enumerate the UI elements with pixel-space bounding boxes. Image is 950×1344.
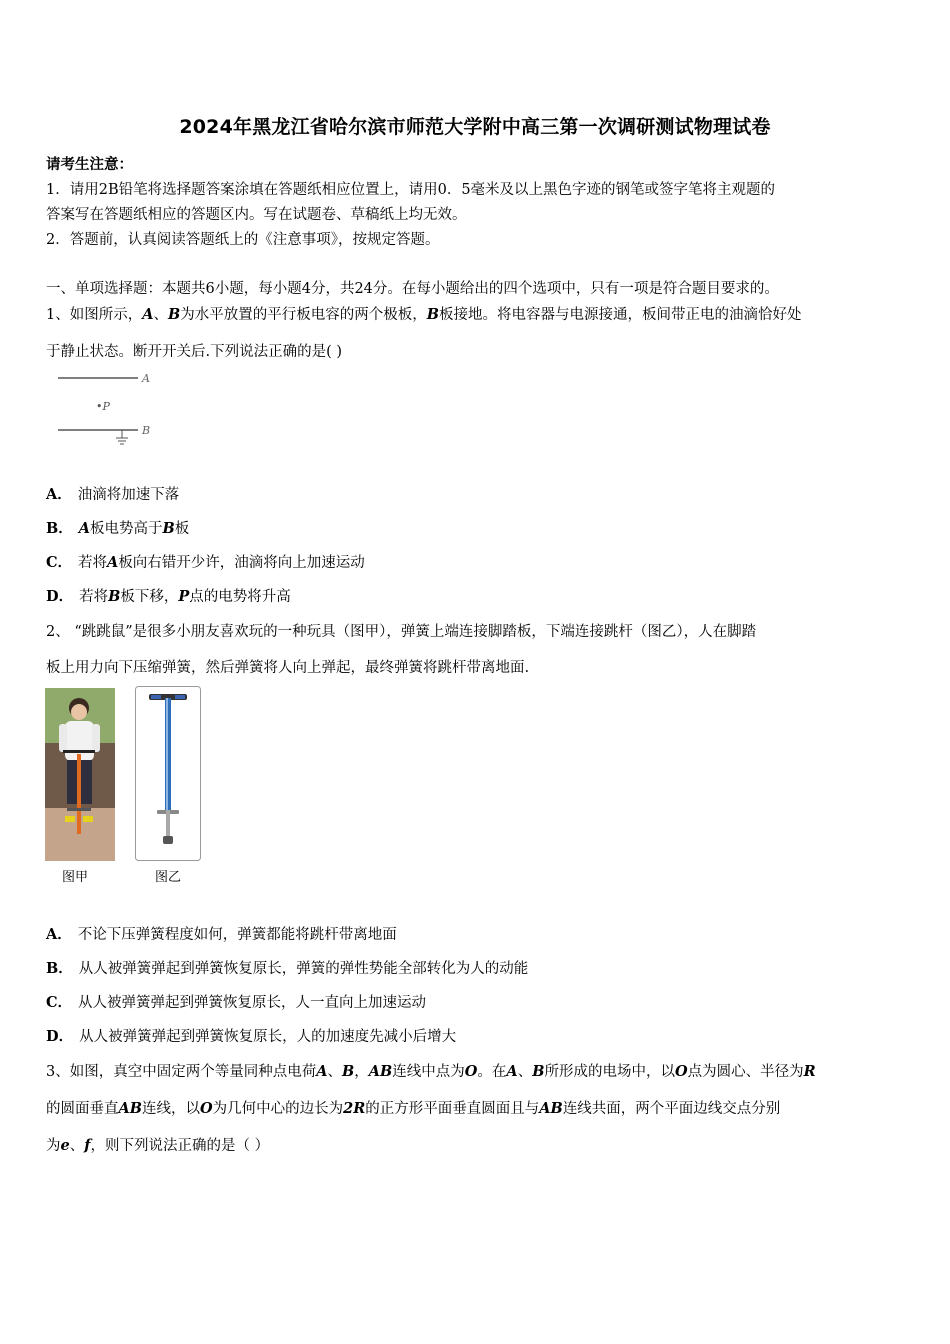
notice-item-1-line-1: 1．请用2B铅笔将选择题答案涂填在答题纸相应位置上，请用0．5毫米及以上黑色字迹的钢笔或签字笔将主观题的 xyxy=(46,182,776,198)
figure-caption-yi: 图乙 xyxy=(155,870,182,885)
pogo-stick-photo xyxy=(135,686,201,861)
pogo-child-photo xyxy=(45,688,115,861)
q2-option-a[interactable]: A． 不论下压弹簧程度如何，弹簧都能将跳杆带离地面 xyxy=(46,926,397,943)
q2-option-b[interactable]: B． 从人被弹簧弹起到弹簧恢复原长，弹簧的弹性势能全部转化为人的动能 xyxy=(46,960,529,977)
q2-option-c[interactable]: C． 从人被弹簧弹起到弹簧恢复原长，人一直向上加速运动 xyxy=(46,994,427,1011)
q1-option-a[interactable]: A． 油滴将加速下落 xyxy=(46,486,180,503)
q2-stem-line-2: 板上用力向下压缩弹簧，然后弹簧将人向上弹起，最终弹簧将跳杆带离地面. xyxy=(46,660,530,676)
figure-caption-jia: 图甲 xyxy=(62,870,89,885)
capacitor-figure xyxy=(52,368,162,448)
q1-option-c[interactable]: C． 若将A板向右错开少许，油滴将向上加速运动 xyxy=(46,554,365,571)
section-1-heading: 一、单项选择题：本题共6小题，每小题4分，共24分。在每小题给出的四个选项中，只有一项是符合题目要求的。 xyxy=(46,281,779,297)
q1-stem-line-1: 1、如图所示，A、B为水平放置的平行板电容的两个极板，B板接地。将电容器与电源接通，板间带正电的油滴恰好处 xyxy=(46,306,802,323)
q3-stem-line-2: 的圆面垂直AB连线，以O为几何中心的边长为2R的正方形平面垂直圆面且与AB连线共面，两个平面边线交点分别 xyxy=(46,1100,781,1117)
q2-option-d[interactable]: D． 从人被弹簧弹起到弹簧恢复原长，人的加速度先减小后增大 xyxy=(46,1028,457,1045)
plate-b-label: B xyxy=(142,424,151,437)
q1-stem-line-2: 于静止状态。断开开关后.下列说法正确的是( ) xyxy=(46,344,343,360)
oil-drop-point-label: •P xyxy=(96,400,110,413)
exam-title: 2024年黑龙江省哈尔滨市师范大学附中高三第一次调研测试物理试卷 xyxy=(179,116,771,138)
notice-heading: 请考生注意： xyxy=(46,156,133,173)
notice-item-2: 2．答题前，认真阅读答题纸上的《注意事项》，按规定答题。 xyxy=(46,232,440,248)
plate-a-label: A xyxy=(142,372,150,385)
q3-stem-line-1: 3、如图，真空中固定两个等量同种点电荷A、B，AB连线中点为O。在A、B所形成的电场中，以O点为圆心、半径为R xyxy=(46,1063,816,1080)
q1-option-b[interactable]: B． A板电势高于B板 xyxy=(46,520,190,537)
q3-stem-line-3: 为e、f，则下列说法正确的是（ ） xyxy=(46,1137,270,1154)
q2-stem-line-1: 2、 “跳跳鼠”是很多小朋友喜欢玩的一种玩具（图甲），弹簧上端连接脚踏板，下端连接跳杆（图乙），人在脚踏 xyxy=(46,624,757,640)
q1-option-d[interactable]: D． 若将B板下移，P点的电势将升高 xyxy=(46,588,291,605)
notice-item-1-line-2: 答案写在答题纸相应的答题区内。写在试题卷、草稿纸上均无效。 xyxy=(46,207,467,223)
